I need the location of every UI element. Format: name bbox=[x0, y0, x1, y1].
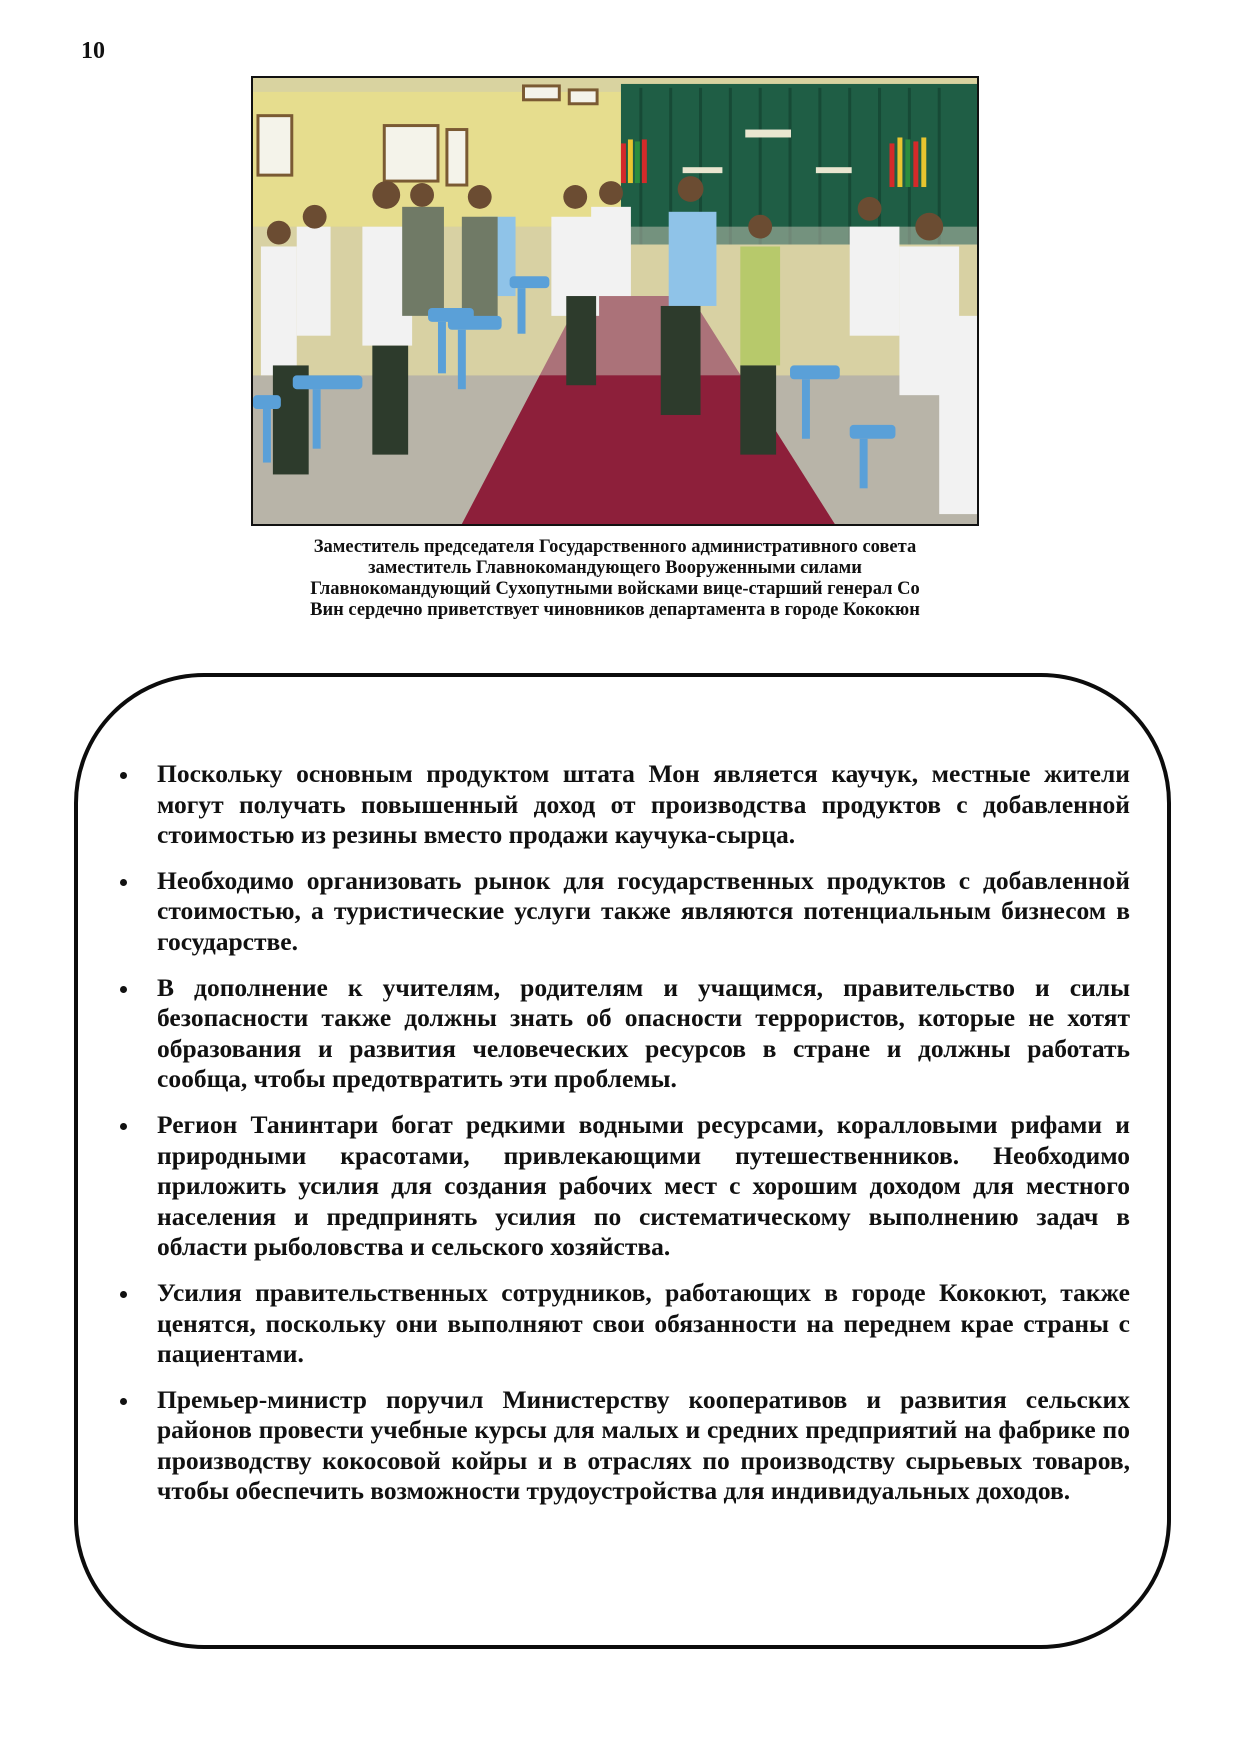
meeting-hall-photo bbox=[251, 76, 979, 526]
bullet-text: Поскольку основным продуктом штата Мон является каучук, местные жители могут получать повышенный доход от производства продуктов с добавленной стоимостью из резины вместо продажи каучука-сырца. bbox=[157, 759, 1130, 850]
page-number: 10 bbox=[81, 38, 105, 64]
caption-line: заместитель Главнокомандующего Вооруженными силами bbox=[368, 558, 862, 578]
bullet-text: Усилия правительственных сотрудников, работающих в городе Кококют, также ценятся, поскольку они выполняют свои обязанности на переднем крае страны с пациентами. bbox=[157, 1277, 1130, 1369]
bullet-item bbox=[109, 1278, 1130, 1370]
bullet-icon bbox=[120, 879, 127, 886]
bullet-icon bbox=[120, 986, 127, 993]
bullet-icon bbox=[120, 1398, 127, 1405]
bullet-text: Премьер-министр поручил Министерству кооперативов и развития сельских районов провести учебные курсы для малых и средних предприятий на фабрике по производству кокосовой койры и в отраслях по производству сырьевых товаров, чтобы обеспечить возможности трудоустройства для индивидуальных доходов. bbox=[157, 1384, 1130, 1506]
bullet-item bbox=[109, 973, 1130, 1095]
bullet-text: В дополнение к учителям, родителям и учащимся, правительство и силы безопасности также должны знать об опасности террористов, которые не хотят образования и развития человеческих ресурсов в стране и должны работать сообща, чтобы предотвратить эти проблемы. bbox=[157, 972, 1130, 1094]
bullet-icon bbox=[120, 1291, 127, 1298]
bullet-list bbox=[109, 759, 1130, 1522]
bullet-text: Необходимо организовать рынок для государственных продуктов с добавленной стоимостью, а туристические услуги также являются потенциальным бизнесом в государстве. bbox=[157, 865, 1130, 956]
bullet-item bbox=[109, 866, 1130, 958]
bullet-icon bbox=[120, 1123, 127, 1130]
photo-illustration bbox=[253, 78, 977, 524]
bullet-item bbox=[109, 1110, 1130, 1263]
bullet-text: Регион Танинтари богат редкими водными ресурсами, коралловыми рифами и природными красотами, привлекающими путешественников. Необходимо приложить усилия для создания рабочих мест с хорошим доходом для местного населения и предпринять усилия по систематическому выполнению задач в области рыболовства и сельского хозяйства. bbox=[157, 1109, 1130, 1262]
caption-line: Заместитель председателя Государственного административного совета bbox=[313, 537, 917, 557]
bullet-icon bbox=[120, 772, 127, 779]
bullet-item bbox=[109, 759, 1130, 851]
bullet-item bbox=[109, 1385, 1130, 1507]
caption-line: Главнокомандующий Сухопутными войсками вице-старший генерал Со bbox=[310, 579, 920, 599]
caption-line: Вин сердечно приветствует чиновников департамента в городе Кококюн bbox=[310, 600, 920, 620]
photo-caption bbox=[250, 537, 980, 621]
